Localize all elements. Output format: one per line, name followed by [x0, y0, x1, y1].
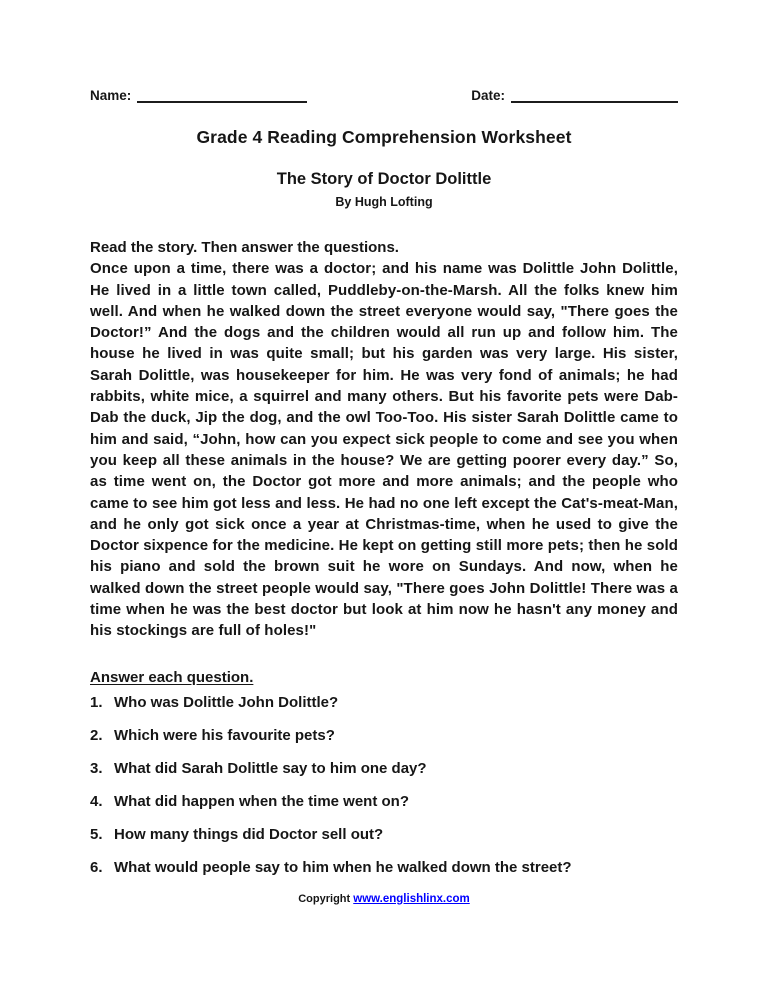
question-number: 5.: [90, 825, 103, 843]
question-text: What would people say to him when he walked down the street?: [114, 858, 572, 876]
questions-header: Answer each question.: [90, 668, 254, 686]
question-item-2: [90, 728, 678, 744]
question-list: [90, 695, 678, 876]
question-item-6: [90, 860, 678, 876]
worksheet-title: Grade 4 Reading Comprehension Worksheet: [196, 127, 572, 147]
question-number: 4.: [90, 792, 103, 810]
question-number: 6.: [90, 858, 103, 876]
question-number: 1.: [90, 693, 103, 711]
question-text: Which were his favourite pets?: [114, 726, 335, 744]
name-field-group: [90, 88, 307, 103]
question-item-5: [90, 827, 678, 843]
name-blank-line[interactable]: [137, 90, 307, 103]
name-label: Name:: [90, 88, 132, 103]
question-item-4: [90, 794, 678, 810]
question-text: What did happen when the time went on?: [114, 792, 409, 810]
date-field-group: [471, 88, 678, 103]
copyright-footer: [90, 893, 678, 905]
question-text: Who was Dolittle John Dolittle?: [114, 693, 339, 711]
question-item-3: [90, 761, 678, 777]
question-number: 3.: [90, 759, 103, 777]
question-item-1: [90, 695, 678, 711]
instruction-line: Read the story. Then answer the questions.: [90, 239, 399, 256]
date-blank-line[interactable]: [511, 90, 678, 103]
copyright-label: Copyright: [298, 892, 351, 905]
question-text: How many things did Doctor sell out?: [114, 825, 384, 843]
story-title: The Story of Doctor Dolittle: [276, 170, 492, 188]
question-text: What did Sarah Dolittle say to him one day?: [114, 759, 427, 777]
englishlinx-link[interactable]: www.englishlinx.com: [353, 892, 470, 905]
name-date-row: [90, 88, 678, 103]
story-paragraph: Once upon a time, there was a doctor; and his name was Dolittle John Dolittle, He lived in a little town called, Puddleby-on-the-Marsh. All the folks knew him well. And when he walked down the street everyone would say, "There goes the Doctor!” And the dogs and the children would all run up and follow him. The house he lived in was quite small; but his garden was very large. His sister, Sarah Dolittle, was housekeeper for him. He was very fond of animals; he had rabbits, white mice, a squirrel and many others. But his favorite pets were Dab-Dab the duck, Jip the dog, and the owl Too-Too. His sister Sarah Dolittle came to him and said, “John, how can you expect sick people to come and see you when you keep all these animals in the house? We are getting poorer every day.” So, as time went on, the Doctor got more and more animals; and the people who came to see him got less and less. He had no one left except the Cat's-meat-Man, and he only got sick once a year at Christmas-time, when he used to give the Doctor sixpence for the medicine. He kept on getting still more pets; then he sold his piano and sold the brown suit he wore on Sundays. And now, when he walked down the street people would say, "There goes John Dolittle! There was a time when he was the best doctor but look at him now he hasn't any money and his stockings are full of holes!": [90, 260, 678, 640]
story-byline: By Hugh Lofting: [335, 195, 433, 209]
date-label: Date:: [471, 88, 505, 103]
question-number: 2.: [90, 726, 103, 744]
